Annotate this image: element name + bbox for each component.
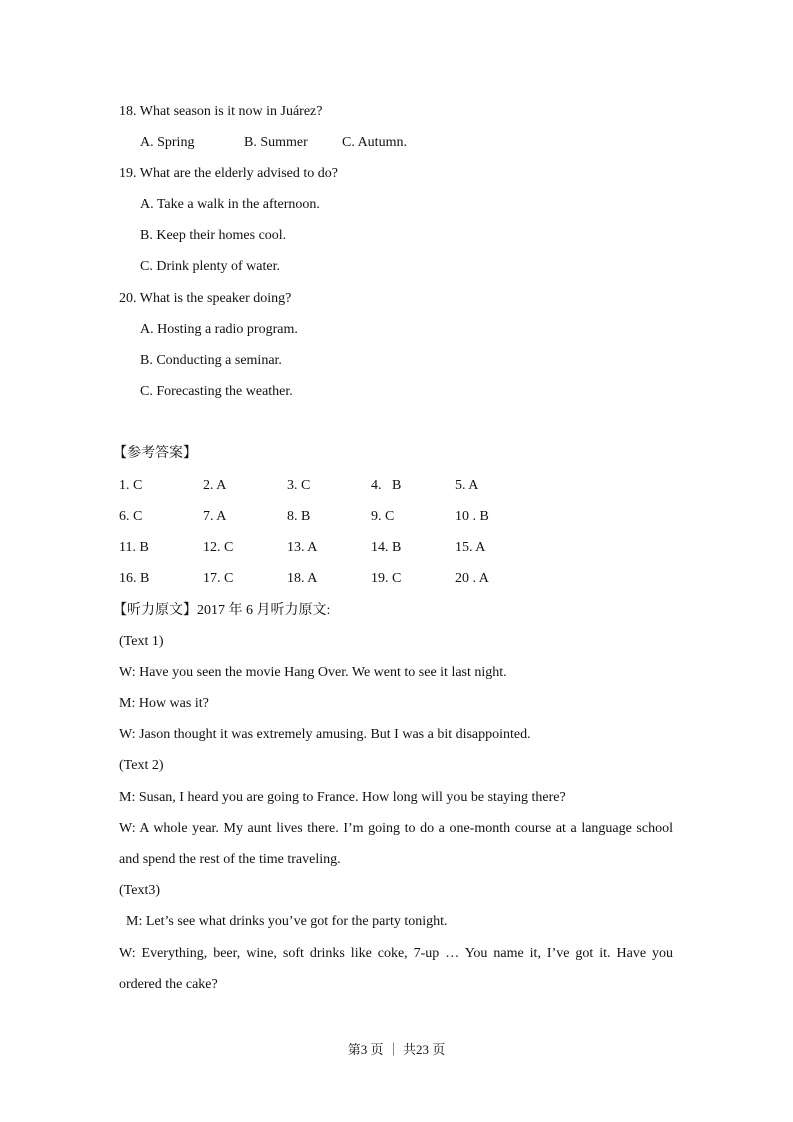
question-18: 18. What season is it now in Juárez? — [119, 104, 323, 119]
transcript-line: M: Let’s see what drinks you’ve got for the party tonight. — [119, 914, 448, 929]
answer-item: 18. A — [287, 571, 318, 586]
answer-item: 15. A — [455, 540, 486, 555]
answer-item: 1. C — [119, 478, 143, 493]
question-19: 19. What are the elderly advised to do? — [119, 166, 338, 181]
answer-item: 6. C — [119, 509, 143, 524]
answer-item: 20 . A — [455, 571, 489, 586]
answer-item: 19. C — [371, 571, 402, 586]
transcript-heading: 【听力原文】2017 年 6 月听力原文: — [113, 603, 331, 618]
q20-option-b: B. Conducting a seminar. — [140, 353, 282, 368]
transcript-line: (Text3) — [119, 883, 161, 898]
transcript-line: M: How was it? — [119, 696, 209, 711]
q20-option-a: A. Hosting a radio program. — [140, 322, 298, 337]
q19-option-c: C. Drink plenty of water. — [140, 259, 280, 274]
transcript-line: (Text 1) — [119, 634, 164, 649]
answer-item: 12. C — [203, 540, 234, 555]
transcript-line: W: Have you seen the movie Hang Over. We went to see it last night. — [119, 665, 507, 680]
transcript-line: and spend the rest of the time traveling. — [119, 852, 341, 867]
answer-item: 13. A — [287, 540, 318, 555]
transcript-line: (Text 2) — [119, 758, 164, 773]
transcript-line: M: Susan, I heard you are going to France. How long will you be staying there? — [119, 790, 566, 805]
q20-option-c: C. Forecasting the weather. — [140, 384, 293, 399]
answer-item: 3. C — [287, 478, 311, 493]
transcript-line: ordered the cake? — [119, 977, 218, 992]
answer-item: 8. B — [287, 509, 311, 524]
answer-item: 14. B — [371, 540, 402, 555]
q18-option-b: B. Summer — [244, 135, 308, 150]
q18-option-a: A. Spring — [140, 135, 195, 150]
answer-item: 10 . B — [455, 509, 489, 524]
answer-item: 17. C — [203, 571, 234, 586]
answer-item: 5. A — [455, 478, 479, 493]
answer-item: 16. B — [119, 571, 150, 586]
transcript-line: W: Jason thought it was extremely amusing. But I was a bit disappointed. — [119, 727, 531, 742]
page-footer: 第3 页 ｜ 共23 页 — [347, 1042, 446, 1057]
transcript-line: W: Everything, beer, wine, soft drinks like coke, 7-up … You name it, I’ve got it. Have you — [119, 946, 673, 961]
answer-item: 4. B — [371, 478, 402, 493]
answer-item: 11. B — [119, 540, 149, 555]
answer-item: 7. A — [203, 509, 227, 524]
q19-option-a: A. Take a walk in the afternoon. — [140, 197, 320, 212]
question-20: 20. What is the speaker doing? — [119, 291, 292, 306]
answer-item: 9. C — [371, 509, 395, 524]
transcript-line: W: A whole year. My aunt lives there. I’m going to do a one-month course at a language school — [119, 821, 673, 836]
q18-option-c: C. Autumn. — [342, 135, 407, 150]
q19-option-b: B. Keep their homes cool. — [140, 228, 287, 243]
answer-item: 2. A — [203, 478, 227, 493]
answers-heading: 【参考答案】 — [113, 446, 197, 461]
